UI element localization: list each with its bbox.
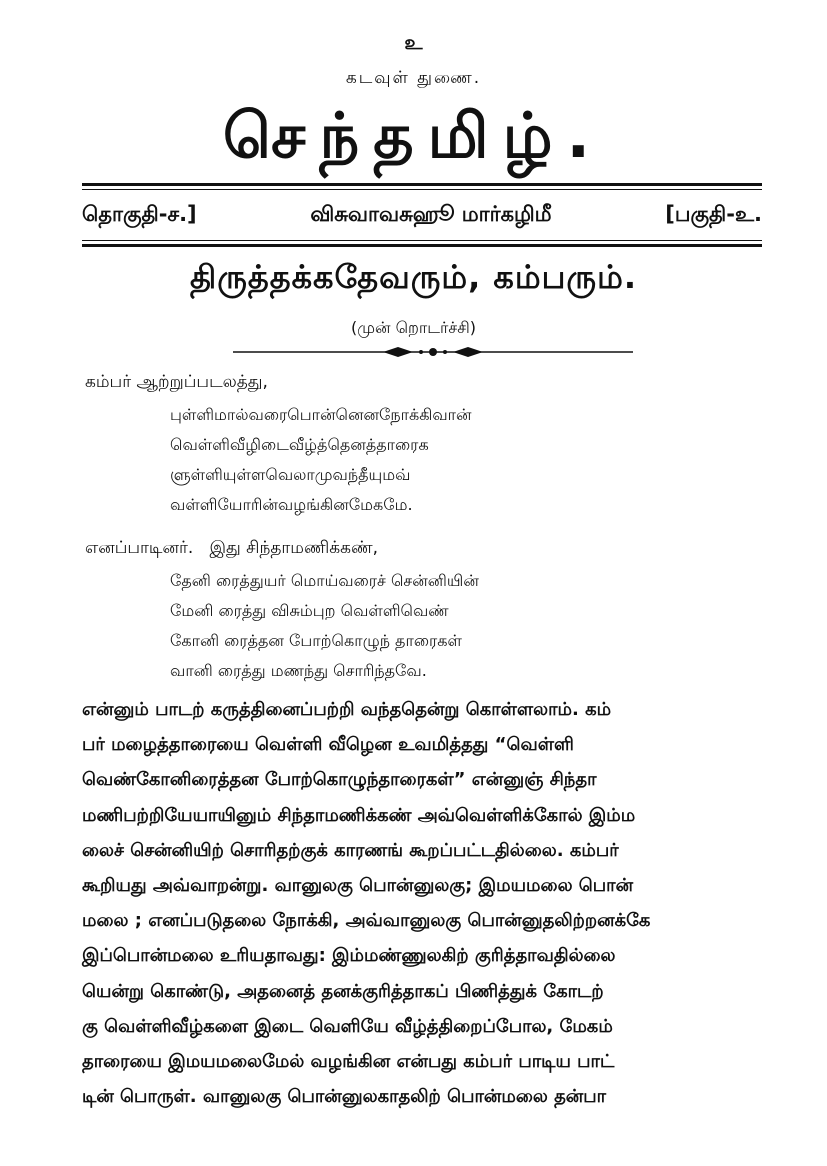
body-line: டின் பொருள். வானுலகு பொன்னுலகாதலிற் பொன்மலை தன்பா [82, 1086, 607, 1108]
part-label: [பகுதி-உ. [665, 201, 762, 226]
body-line: கு வெள்ளிவீழ்களை இடை வெளியே வீழ்த்திறைப்போல, மேகம் [82, 1015, 613, 1037]
continued-note: (முன் றொடர்ச்சி) [350, 318, 477, 337]
verse-intro-1: கம்பர் ஆற்றுப்படலத்து, [85, 372, 268, 392]
deity-line: கடவுள் துணை. [345, 68, 482, 88]
verse-line: கோனி ரைத்தன போற்கொழுந் தாரைகள் [170, 631, 462, 650]
masthead-rule-top [82, 183, 762, 186]
verse-block-2 [170, 566, 730, 686]
verse-block-1 [170, 400, 730, 520]
verse-line: வெள்ளிவீழிடைவீழ்த்தெனத்தாரைக [170, 435, 429, 454]
body-line: மலை ; எனப்படுதலை நோக்கி, அவ்வானுலகு பொன்னுதலிற்றனக்கே [82, 910, 651, 932]
journal-title: செந்தமிழ். [222, 99, 605, 172]
verse-line: வள்ளியோரின்வழங்கினமேகமே. [170, 495, 413, 514]
invocation-mark: உ [404, 30, 423, 54]
masthead [82, 200, 762, 230]
verse-line: தேனி ரைத்துயர் மொய்வரைச் சென்னியின் [170, 571, 479, 590]
ornament-divider [233, 345, 633, 359]
body-line: லைச் சென்னியிற் சொரிதற்குக் காரணங் கூறப்பட்டதில்லை. கம்பர் [82, 839, 619, 861]
verse-intro-2: எனப்பாடினர். இது சிந்தாமணிக்கண், [85, 538, 379, 558]
article-title: திருத்தக்கதேவரும், கம்பரும். [190, 258, 637, 296]
body-line: இப்பொன்மலை உரியதாவது: இம்மண்ணுலகிற் குரித்தாவதில்லை [82, 945, 616, 967]
body-line: பர் மழைத்தாரையை வெள்ளி வீழென உவமித்தது “வெள்ளி [82, 734, 574, 756]
volume-label: தொகுதி-ச.] [82, 201, 197, 226]
issue-date: விசுவாவசுஹூ மார்கழிமீ [310, 201, 552, 226]
verse-line: புள்ளிமால்வரைபொன்னெனநோக்கிவான் [170, 405, 472, 424]
masthead-rule-bottom-thin [82, 240, 762, 241]
body-paragraph [82, 692, 752, 1114]
body-line: யென்று கொண்டு, அதனைத் தனக்குரித்தாகப் பிணித்துக் கோடற் [82, 980, 604, 1002]
body-line: என்னும் பாடற் கருத்தினைப்பற்றி வந்ததென்று கொள்ளலாம். கம் [82, 699, 612, 720]
verse-line: வானி ரைத்து மணந்து சொரிந்தவே. [170, 661, 427, 680]
body-line: வெண்கோனிரைத்தன போற்கொழுந்தாரைகள்” என்னுஞ் சிந்தா [82, 769, 597, 791]
masthead-rule-bottom [82, 244, 762, 247]
masthead-rule-top-thin [82, 189, 762, 190]
verse-line: மேனி ரைத்து விசும்புற வெள்ளிவெண் [170, 601, 449, 620]
body-line: மணிபற்றியேயாயினும் சிந்தாமணிக்கண் அவ்வெள்ளிக்கோல் இம்ம [82, 804, 636, 826]
body-line: கூறியது அவ்வாறன்று. வானுலகு பொன்னுலகு; இமயமலை பொன் [82, 875, 634, 897]
body-line: தாரையை இமயமலைமேல் வழங்கின என்பது கம்பர் பாடிய பாட் [82, 1051, 615, 1073]
verse-line: ளுள்ளியுள்ளவெலாமுவந்தீயுமவ் [170, 465, 411, 484]
